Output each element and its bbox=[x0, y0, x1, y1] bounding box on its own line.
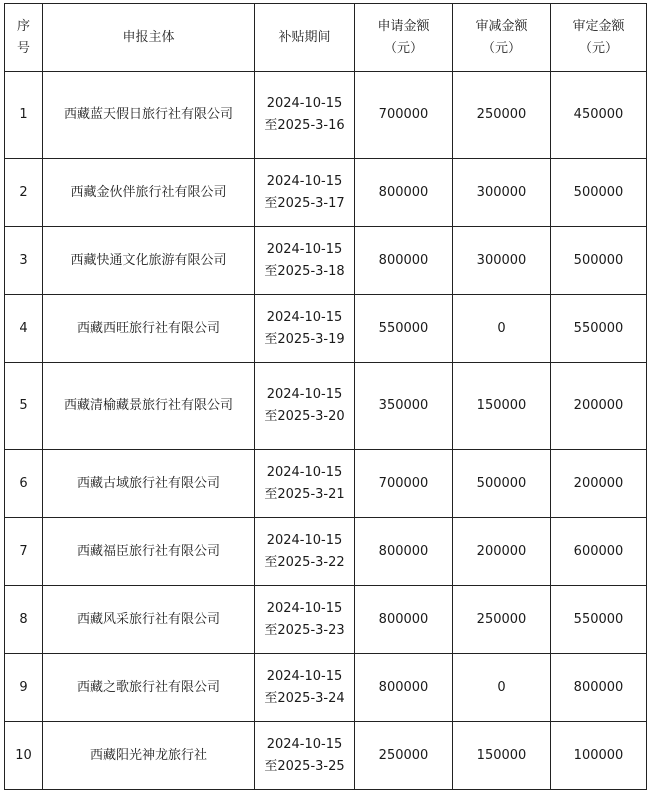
cell-period bbox=[255, 586, 355, 654]
cell-cut: 250000 bbox=[453, 72, 551, 159]
header-final-amount bbox=[551, 4, 647, 72]
cell-period-end: 至2025-3-18 bbox=[264, 263, 345, 279]
cell-entity: 西藏风采旅行社有限公司 bbox=[43, 586, 255, 654]
cell-no: 3 bbox=[5, 227, 43, 295]
header-no-line2: 号 bbox=[16, 40, 30, 56]
cell-final: 450000 bbox=[551, 72, 647, 159]
cell-final: 100000 bbox=[551, 722, 647, 790]
header-final-line2: （元） bbox=[578, 40, 618, 56]
cell-period-start: 2024-10-15 bbox=[266, 668, 343, 684]
cell-apply: 250000 bbox=[355, 722, 453, 790]
cell-cut: 200000 bbox=[453, 518, 551, 586]
table-row bbox=[5, 363, 647, 450]
cell-entity: 西藏阳光神龙旅行社 bbox=[43, 722, 255, 790]
cell-apply: 800000 bbox=[355, 159, 453, 227]
table-row bbox=[5, 159, 647, 227]
header-apply-line2: （元） bbox=[383, 40, 423, 56]
cell-final: 800000 bbox=[551, 654, 647, 722]
cell-apply: 800000 bbox=[355, 586, 453, 654]
cell-period-end: 至2025-3-23 bbox=[264, 622, 345, 638]
header-apply-line1: 申请金额 bbox=[377, 18, 430, 34]
header-no-line1: 序 bbox=[16, 18, 30, 34]
cell-period-end: 至2025-3-20 bbox=[264, 409, 345, 424]
cell-period-end: 至2025-3-17 bbox=[264, 195, 345, 211]
cell-period-end: 至2025-3-22 bbox=[264, 554, 345, 570]
cell-period-start: 2024-10-15 bbox=[266, 96, 343, 111]
cell-period-start: 2024-10-15 bbox=[266, 241, 343, 257]
cell-cut: 500000 bbox=[453, 450, 551, 518]
header-cut-line2: （元） bbox=[481, 40, 521, 56]
cell-period-start: 2024-10-15 bbox=[266, 173, 343, 189]
cell-period bbox=[255, 654, 355, 722]
cell-entity: 西藏西旺旅行社有限公司 bbox=[43, 295, 255, 363]
header-period: 补贴期间 bbox=[255, 4, 355, 72]
cell-apply: 800000 bbox=[355, 227, 453, 295]
cell-no: 4 bbox=[5, 295, 43, 363]
cell-apply: 700000 bbox=[355, 72, 453, 159]
cell-final: 500000 bbox=[551, 227, 647, 295]
table-row bbox=[5, 722, 647, 790]
cell-period-end: 至2025-3-24 bbox=[264, 690, 345, 706]
header-apply-amount bbox=[355, 4, 453, 72]
cell-entity: 西藏清榆藏景旅行社有限公司 bbox=[43, 363, 255, 450]
cell-period-end: 至2025-3-25 bbox=[264, 758, 345, 774]
cell-cut: 150000 bbox=[453, 722, 551, 790]
cell-cut: 0 bbox=[453, 654, 551, 722]
cell-final: 200000 bbox=[551, 363, 647, 450]
cell-apply: 350000 bbox=[355, 363, 453, 450]
cell-period bbox=[255, 159, 355, 227]
cell-no: 6 bbox=[5, 450, 43, 518]
header-cut-line1: 审减金额 bbox=[475, 18, 528, 34]
cell-entity: 西藏古域旅行社有限公司 bbox=[43, 450, 255, 518]
table-row bbox=[5, 227, 647, 295]
cell-no: 8 bbox=[5, 586, 43, 654]
cell-final: 500000 bbox=[551, 159, 647, 227]
header-row bbox=[5, 4, 647, 72]
cell-period-start: 2024-10-15 bbox=[266, 464, 343, 480]
table-row bbox=[5, 654, 647, 722]
cell-period bbox=[255, 295, 355, 363]
cell-cut: 300000 bbox=[453, 159, 551, 227]
table-row bbox=[5, 450, 647, 518]
cell-entity: 西藏福臣旅行社有限公司 bbox=[43, 518, 255, 586]
cell-no: 1 bbox=[5, 72, 43, 159]
cell-period bbox=[255, 363, 355, 450]
cell-no: 7 bbox=[5, 518, 43, 586]
subsidy-table bbox=[4, 3, 647, 790]
table-row bbox=[5, 295, 647, 363]
cell-cut: 250000 bbox=[453, 586, 551, 654]
cell-final: 600000 bbox=[551, 518, 647, 586]
cell-no: 9 bbox=[5, 654, 43, 722]
cell-period bbox=[255, 450, 355, 518]
cell-cut: 150000 bbox=[453, 363, 551, 450]
cell-entity: 西藏快通文化旅游有限公司 bbox=[43, 227, 255, 295]
cell-period-end: 至2025-3-16 bbox=[264, 118, 345, 133]
cell-apply: 700000 bbox=[355, 450, 453, 518]
cell-period bbox=[255, 722, 355, 790]
cell-final: 550000 bbox=[551, 586, 647, 654]
cell-no: 10 bbox=[5, 722, 43, 790]
cell-cut: 300000 bbox=[453, 227, 551, 295]
cell-cut: 0 bbox=[453, 295, 551, 363]
table-row bbox=[5, 518, 647, 586]
cell-period-end: 至2025-3-19 bbox=[264, 331, 345, 347]
cell-entity: 西藏蓝天假日旅行社有限公司 bbox=[43, 72, 255, 159]
cell-apply: 800000 bbox=[355, 518, 453, 586]
cell-entity: 西藏之歌旅行社有限公司 bbox=[43, 654, 255, 722]
table-row bbox=[5, 72, 647, 159]
cell-period-start: 2024-10-15 bbox=[266, 600, 343, 616]
cell-period-start: 2024-10-15 bbox=[266, 736, 343, 752]
table-header bbox=[5, 4, 647, 72]
header-cut-amount bbox=[453, 4, 551, 72]
cell-period bbox=[255, 518, 355, 586]
cell-period-start: 2024-10-15 bbox=[266, 309, 343, 325]
cell-no: 5 bbox=[5, 363, 43, 450]
cell-period bbox=[255, 72, 355, 159]
header-final-line1: 审定金额 bbox=[572, 18, 625, 34]
header-no bbox=[5, 4, 43, 72]
cell-final: 550000 bbox=[551, 295, 647, 363]
cell-no: 2 bbox=[5, 159, 43, 227]
table-body bbox=[5, 72, 647, 790]
cell-period-end: 至2025-3-21 bbox=[264, 486, 345, 502]
cell-final: 200000 bbox=[551, 450, 647, 518]
cell-period-start: 2024-10-15 bbox=[266, 387, 343, 402]
cell-apply: 550000 bbox=[355, 295, 453, 363]
table-row bbox=[5, 586, 647, 654]
cell-period-start: 2024-10-15 bbox=[266, 532, 343, 548]
header-entity: 申报主体 bbox=[43, 4, 255, 72]
cell-period bbox=[255, 227, 355, 295]
cell-apply: 800000 bbox=[355, 654, 453, 722]
cell-entity: 西藏金伙伴旅行社有限公司 bbox=[43, 159, 255, 227]
